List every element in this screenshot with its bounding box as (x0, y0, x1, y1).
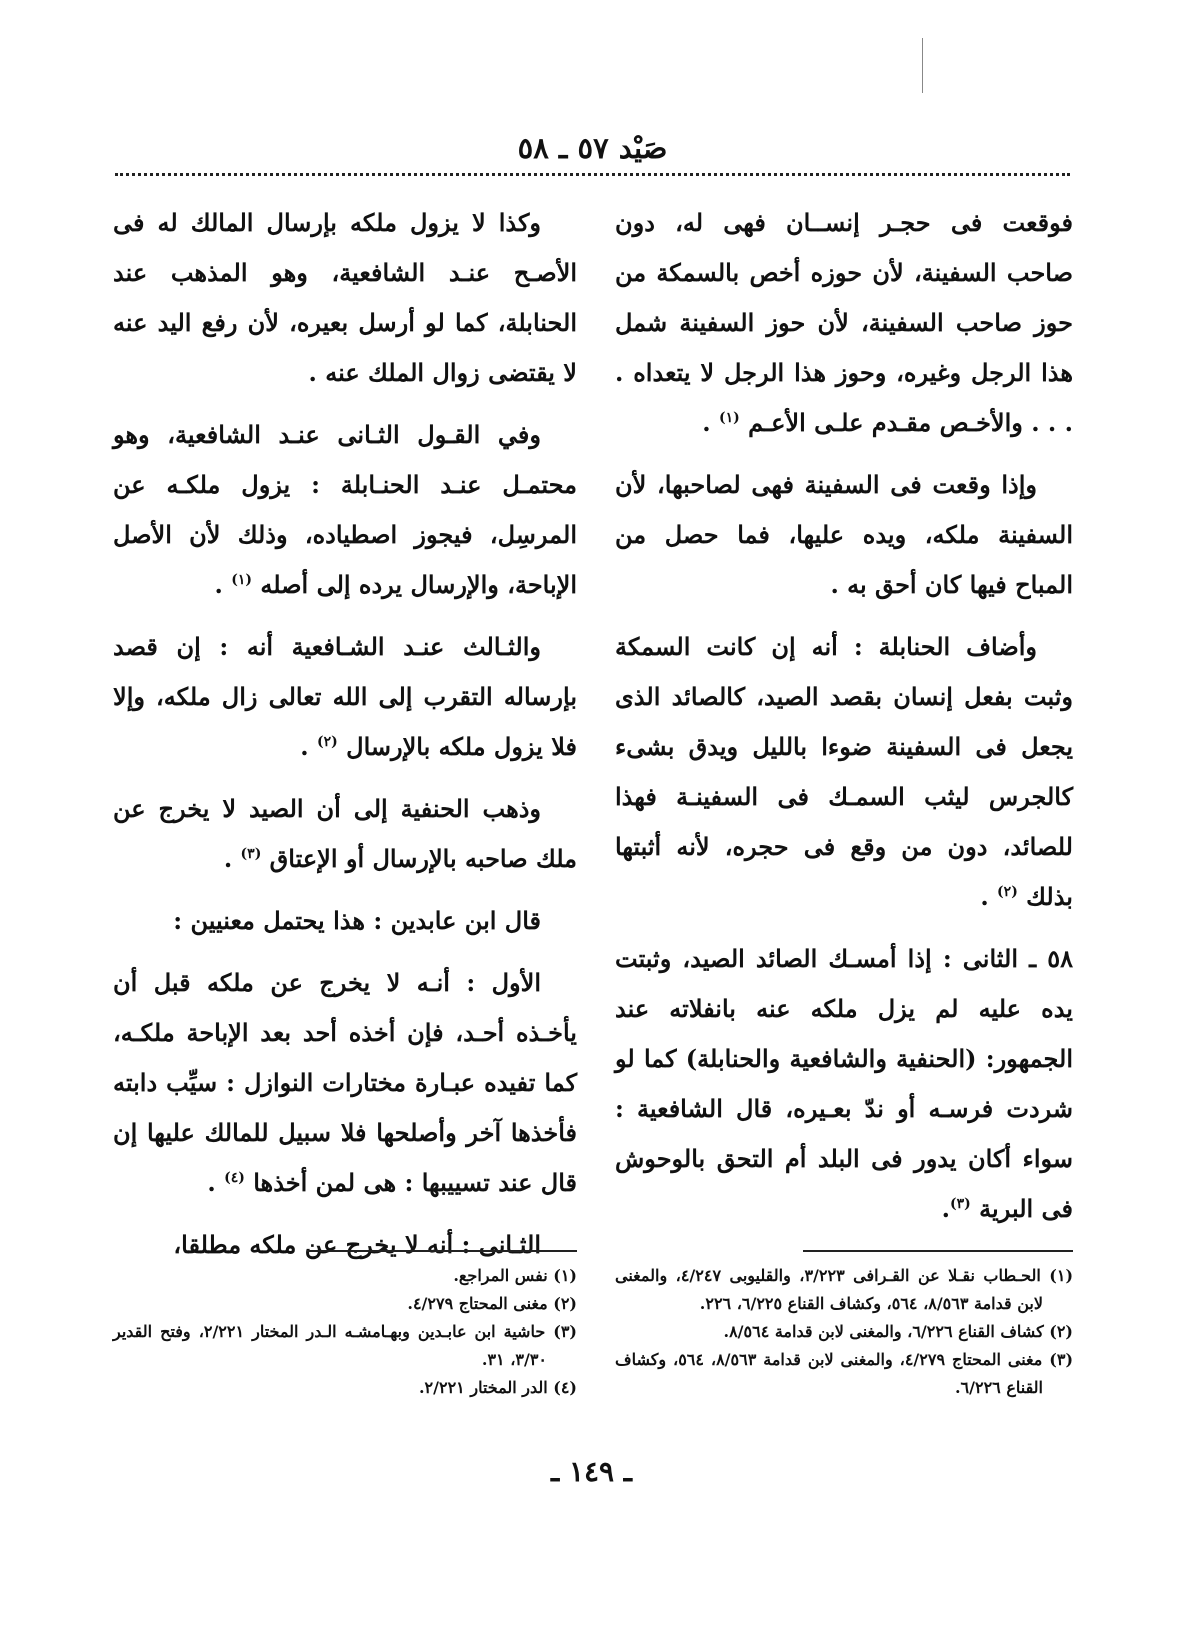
paragraph: وأضاف الحنابلة : أنه إن كانت السمكة وثبت بفعل إنسان بقصد الصيد، كالصائد الذى يجعل فى السفينة ضوءا بالليل ويدق بشىء كالجرس ليثب السمـك فى السفينـة فهذا للصائد، دون من وقع فى حجره، لأنه أثبتها بذلك $^{(٢)}$ . (615, 632, 1073, 911)
paragraph-text: والثـالث عنـد الشـافعية أنه : إن قصد بإرساله التقرب إلى الله تعالى زال ملكه، وإلا فلا يزول ملكه بالإرسال (113, 632, 577, 761)
left-text-column (113, 198, 577, 1282)
footnote: (٢) مغنى المحتاج ٤/٢٧٩. (407, 1294, 577, 1313)
paragraph: وفي القـول الثـانى عنـد الشافعية، وهو محتمـل عنـد الحنـابلة : يزول ملكـه عن المرسِل، فيجوز اصطياده، وذلك لأن الأصل الإباحة، والإرسال يرده إلى أصله $^{(١)}$ . (113, 420, 577, 599)
footnote-ref: (٣) (950, 1196, 971, 1212)
paragraph (113, 896, 577, 946)
footnote: (٣) مغنى المحتاج ٤/٢٧٩، والمغنى لابن قدامة ٨/٥٦٣، ٥٦٤، وكشاف القناع ٦/٢٢٦. (615, 1350, 1074, 1397)
paragraph: ٥٨ ـ الثانى : إذا أمسـك الصائد الصيد، وثبتت يده عليه لم يزل ملكه عنه بانفلاته عند الجمهور: (الحنفية والشافعية والحنابلة) كما لو شردت فرسـه أو ندّ بعـيره، قال الشافعية : سواء أكان يدور فى البلد أم التحق بالوحوش فى البرية $^{(٣)}$. (615, 944, 1074, 1223)
footnote: (١) الحـطاب نقـلا عن القـرافى ٣/٢٢٣، والقليوبى ٤/٢٤٧، والمغنى لابن قدامة ٨/٥٦٣، ٥٦٤، وكشاف القناع ٦/٢٢٥، ٢٢٦. (615, 1266, 1074, 1313)
paragraph-text: وكذا لا يزول ملكه بإرسال المالك له فى الأصـح عنـد الشافعية، وهو المذهب عند الحنابلة، كما لو أرسل بعيره، لأن رفع اليد عنه لا يقتضى زوال الملك عنه . (113, 208, 577, 387)
paragraph-text: وذهب الحنفية إلى أن الصيد لا يخرج عن ملك صاحبه بالإرسال أو الإعتاق (113, 794, 577, 873)
paragraph (615, 460, 1073, 610)
footnote: (٣) حاشية ابن عابـدين وبهـامشـه الـدر المختار ٢/٢٢١، وفتح القدير ٣/٣٠، ٣١. (113, 1322, 577, 1369)
header-dotted-rule (115, 173, 1070, 176)
paragraph-text: الأول : أنـه لا يخرج عن ملكه قبل أن يأخـذه أحـد، فإن أخذه أحد بعد الإباحة ملكـه، كما تفيده عبـارة مختارات النوازل : سيِّب دابته فأخذها آخر وأصلحها فلا سبيل للمالك عليها إن قال عند تسييبها : هى لمن أخذها (113, 968, 577, 1197)
footnote-separator (307, 1250, 577, 1252)
footnote-ref: (١) (231, 572, 252, 588)
paragraph-text: فوقعت فى حجـر إنســان فهى له، دون صاحب السفينة، لأن حوزه أخص بالسمكة من حوز صاحب السفينة، لأن حوز السفينة شمل هذا الرجل وغيره، وحوز هذا الرجل لا يتعداه . . . . والأخـص مقـدم علـى الأعـم (615, 208, 1073, 437)
paragraph-text: إذا أمسـك الصائد الصيد، وثبتت يده عليه لم يزل ملكه عنه بانفلاته عند الجمهور: (الحنفية والشافعية والحنابلة) كما لو شردت فرسـه أو ندّ بعـيره، قال الشافعية : سواء أكان يدور فى البلد أم التحق بالوحوش فى البرية (615, 944, 1073, 1223)
paragraph-text: الثـانى : أنه لا يخرج عن ملكه مطلقا، (173, 1230, 541, 1259)
footnote-ref: (١) (718, 410, 740, 426)
footnote-ref: (٢) (997, 884, 1018, 900)
paragraph-text: وإذا وقعت فى السفينة فهى لصاحبها، لأن السفينة ملكه، ويده عليها، فما حصل من المباح فيها كان أحق به . (615, 470, 1073, 599)
paragraph (113, 198, 577, 398)
footnote-ref: (٢) (317, 734, 338, 750)
paragraph-text: وأضاف الحنابلة : أنه إن كانت السمكة وثبت بفعل إنسان بقصد الصيد، كالصائد الذى يجعل فى السفينة ضوءا بالليل ويدق بشىء كالجرس ليثب السمـك فى السفينـة فهذا للصائد، دون من وقع فى حجره، لأنه أثبتها بذلك (615, 632, 1073, 911)
paragraph-number: ٥٨ ـ الثانى : (942, 944, 1074, 973)
paragraph: الأول : أنـه لا يخرج عن ملكه قبل أن يأخـذه أحـد، فإن أخذه أحد بعد الإباحة ملكـه، كما تفيده عبـارة مختارات النوازل : سيِّب دابته فأخذها آخر وأصلحها فلا سبيل للمالك عليها إن قال عند تسييبها : هى لمن أخذها $^{(٤)}$ . (113, 968, 577, 1197)
right-text-column (615, 198, 1073, 1246)
footnote-separator (803, 1250, 1073, 1252)
scan-crop-mark (922, 38, 923, 93)
page-number: ـ ١٤٩ ـ (550, 1455, 633, 1488)
paragraph-text: قال ابن عابدين : هذا يحتمل معنيين : (173, 906, 541, 935)
footnote-ref: (٣) (240, 846, 262, 862)
footnotes-left (113, 1262, 577, 1402)
running-header: صَيْد ٥٧ ـ ٥٨ (517, 131, 668, 165)
paragraph: وذهب الحنفية إلى أن الصيد لا يخرج عن ملك صاحبه بالإرسال أو الإعتاق $^{(٣)}$ . (113, 794, 577, 873)
footnote: (٤) الدر المختار ٢/٢٢١. (418, 1378, 577, 1397)
footnote: (٢) كشاف القناع ٦/٢٢٦، والمغنى لابن قدامة ٨/٥٦٤. (723, 1322, 1073, 1341)
footnote-ref: (٤) (224, 1170, 245, 1186)
paragraph: فوقعت فى حجـر إنســان فهى له، دون صاحب السفينة، لأن حوزه أخص بالسمكة من حوز صاحب السفينة، لأن حوز السفينة شمل هذا الرجل وغيره، وحوز هذا الرجل لا يتعداه . . . . والأخـص مقـدم علـى الأعـم $^{(١)}$ . (615, 208, 1073, 437)
paragraph: والثـالث عنـد الشـافعية أنه : إن قصد بإرساله التقرب إلى الله تعالى زال ملكه، وإلا فلا يزول ملكه بالإرسال $^{(٢)}$ . (113, 632, 577, 761)
paragraph-text: وفي القـول الثـانى عنـد الشافعية، وهو محتمـل عنـد الحنـابلة : يزول ملكـه عن المرسِل، فيجوز اصطياده، وذلك لأن الأصل الإباحة، والإرسال يرده إلى أصله (113, 420, 577, 599)
footnotes-right (615, 1262, 1073, 1402)
footnote: (١) نفس المراجع. (453, 1266, 577, 1285)
